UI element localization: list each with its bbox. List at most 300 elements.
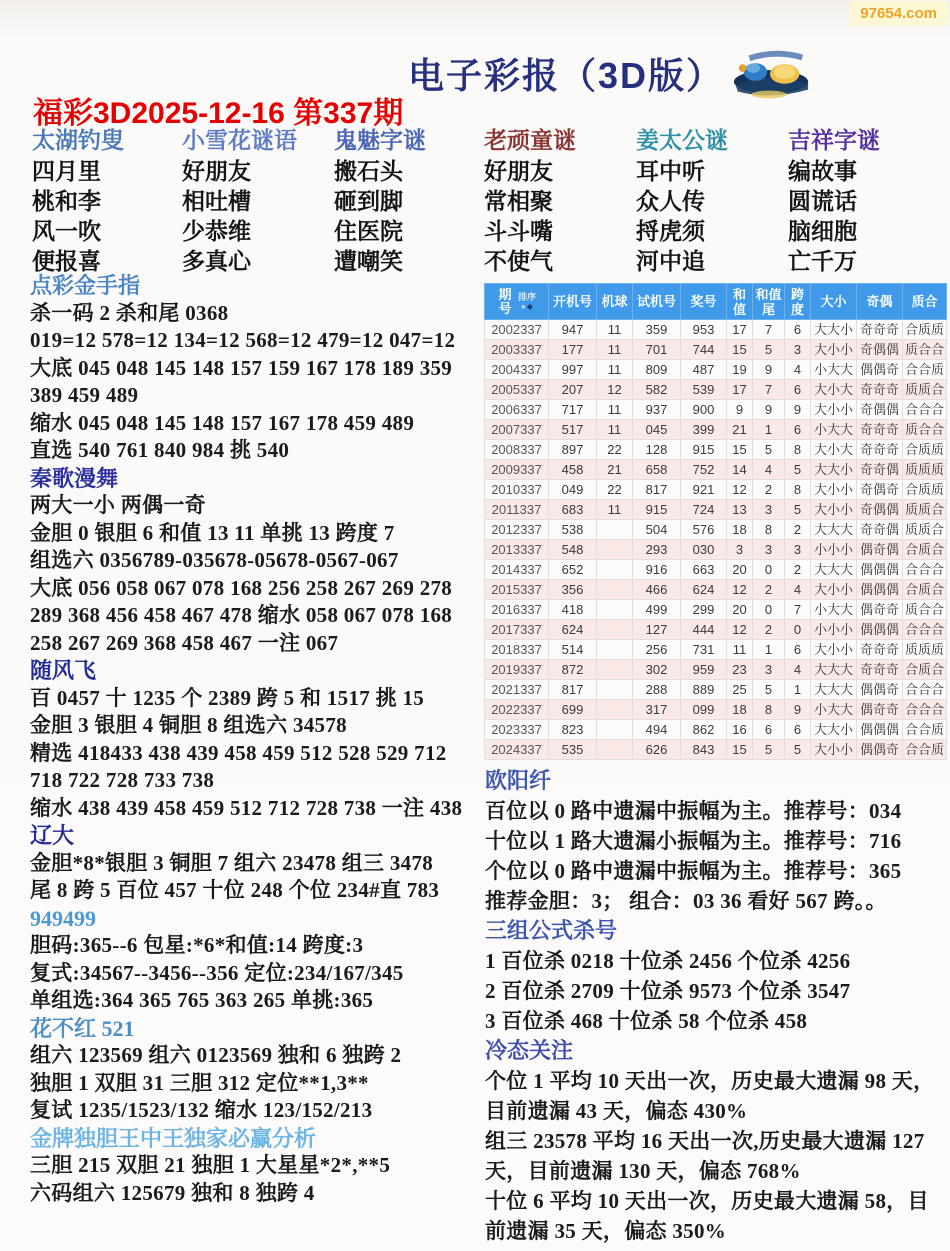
data-cell: 504 [633,520,681,540]
data-cell: 399 [681,420,727,440]
data-cell: 1 [753,420,785,440]
data-cell: 458 [549,460,597,480]
data-cell: 2 [753,480,785,500]
data-cell: 17 [727,320,753,340]
data-cell: 256 [633,640,681,660]
riddle-item: 遭嘲笑 [334,248,403,274]
section-title: 秦歌漫舞 [30,465,119,491]
riddle-item: 搬石头 [334,158,403,184]
data-cell: 872 [549,660,597,680]
column-header: 和值 [727,284,753,320]
riddle-item: 不使气 [484,248,553,274]
riddle-column [32,128,182,276]
section-line: 精选 418433 438 439 458 459 512 528 529 712 [30,740,447,765]
data-cell: 744 [681,340,727,360]
data-cell: 299 [681,600,727,620]
column-header: 大小 [811,284,857,320]
data-cell: 大小小 [811,400,857,420]
data-cell: 12 [727,580,753,600]
data-cell: 915 [633,500,681,520]
data-cell: 质合合 [903,340,947,360]
history-table [484,283,947,760]
data-cell: 20 [727,600,753,620]
data-cell: 418 [549,600,597,620]
section-line: 718 722 728 733 738 [30,768,215,792]
data-cell: 大大大 [811,660,857,680]
data-cell: 21 [597,460,633,480]
riddle-section [32,128,944,276]
table-row [485,460,947,480]
data-cell: 8 [785,480,811,500]
data-cell: 626 [633,740,681,760]
column-header: 和值尾 [753,284,785,320]
data-cell: 7 [753,320,785,340]
data-cell: 359 [633,320,681,340]
data-cell: 质质质 [903,640,947,660]
data-cell: 大小小 [811,640,857,660]
section-line: 金胆 0 银胆 6 和值 13 11 单挑 13 跨度 7 [30,520,395,545]
data-cell: 合合质 [903,720,947,740]
data-cell: 11 [727,640,753,660]
data-cell: 487 [681,360,727,380]
data-cell: 817 [549,680,597,700]
riddle-item: 河中追 [636,248,705,274]
table-header-row [485,284,947,320]
data-cell: 18 [727,700,753,720]
section-line: 缩水 045 048 145 148 157 167 178 459 489 [30,410,415,435]
column-header: 试机号 [633,284,681,320]
data-cell: 合质合 [903,580,947,600]
data-cell: 奇奇偶 [857,520,903,540]
data-cell: 3 [785,540,811,560]
data-cell: 731 [681,640,727,660]
section-line: 天，目前遗漏 130 天，偏态 768% [485,1159,801,1183]
data-cell: 偶偶奇 [857,360,903,380]
data-cell: 921 [681,480,727,500]
data-cell: 444 [681,620,727,640]
data-cell: 356 [549,580,597,600]
data-cell: 517 [549,420,597,440]
section-line: 三胆 215 双胆 21 独胆 1 大星星*2*,**5 [30,1153,391,1177]
data-cell: 7 [753,380,785,400]
data-cell: 奇偶偶 [857,400,903,420]
data-cell [597,680,633,700]
issue-cell: 2006337 [485,400,549,420]
data-cell: 偶奇偶 [857,540,903,560]
data-cell: 889 [681,680,727,700]
watermark: 97654.com [850,1,947,26]
data-cell: 合合质 [903,360,947,380]
data-cell: 大小大 [811,380,857,400]
data-cell: 合质质 [903,320,947,340]
section-title: 点彩金手指 [30,273,141,298]
masthead [408,46,812,100]
section-line: 组六 123569 组六 0123569 独和 6 独跨 2 [30,1043,402,1067]
riddle-title: 老顽童谜 [484,127,576,153]
data-cell: 大大小 [811,460,857,480]
data-cell: 质质合 [903,520,947,540]
riddle-title: 吉祥字谜 [788,127,880,153]
riddle-item: 少恭维 [182,218,251,244]
column-header: 奇偶 [857,284,903,320]
data-cell: 偶奇奇 [857,700,903,720]
section-line: 单组选:364 365 765 363 265 单挑:365 [30,988,374,1012]
data-cell: 奇奇奇 [857,640,903,660]
section-line: 尾 8 跨 5 百位 457 十位 248 个位 234#直 783 [30,878,440,902]
data-cell: 18 [727,520,753,540]
data-cell: 质质质 [903,460,947,480]
data-cell: 偶偶奇 [857,680,903,700]
table-row [485,580,947,600]
data-cell [597,740,633,760]
riddle-item: 圆谎话 [788,188,857,214]
data-cell: 合质质 [903,440,947,460]
data-cell: 293 [633,540,681,560]
data-cell: 809 [633,360,681,380]
data-cell: 21 [727,420,753,440]
data-cell: 小小小 [811,540,857,560]
section-line: 十位 6 平均 10 天出一次，历史最大遗漏 58，目 [485,1189,929,1213]
data-cell: 947 [549,320,597,340]
data-cell: 997 [549,360,597,380]
right-analysis-column [485,766,947,1246]
data-cell: 17 [727,380,753,400]
data-cell: 小大大 [811,360,857,380]
data-cell: 15 [727,440,753,460]
issue-cell: 2011337 [485,500,549,520]
data-cell: 15 [727,740,753,760]
table-row [485,400,947,420]
data-cell: 4 [785,580,811,600]
data-cell: 576 [681,520,727,540]
data-cell: 535 [549,740,597,760]
data-cell: 317 [633,700,681,720]
data-cell: 奇奇奇 [857,380,903,400]
data-cell: 499 [633,600,681,620]
data-cell: 25 [727,680,753,700]
riddle-column [484,128,636,276]
data-cell: 偶偶奇 [857,740,903,760]
data-cell: 11 [597,420,633,440]
data-cell: 9 [785,400,811,420]
data-cell: 4 [753,460,785,480]
data-cell: 953 [681,320,727,340]
data-cell: 小小小 [811,620,857,640]
data-cell: 大小小 [811,340,857,360]
riddle-item: 常相聚 [484,188,553,214]
data-cell: 大小小 [811,500,857,520]
section-line: 百 0457 十 1235 个 2389 跨 5 和 1517 挑 15 [30,685,425,710]
data-cell: 23 [727,660,753,680]
riddle-item: 好朋友 [484,158,553,184]
data-cell: 843 [681,740,727,760]
data-cell: 127 [633,620,681,640]
table-row [485,560,947,580]
data-cell: 小大大 [811,600,857,620]
data-cell: 12 [597,380,633,400]
riddle-item: 四月里 [32,158,101,184]
issue-cell: 2009337 [485,460,549,480]
data-cell [597,540,633,560]
data-cell: 质合合 [903,420,947,440]
section-line: 组选六 0356789-035678-05678-0567-067 [30,548,399,572]
table-row [485,440,947,460]
data-cell: 8 [753,520,785,540]
data-cell: 大大大 [811,560,857,580]
riddle-item: 编故事 [788,158,857,184]
data-cell [597,520,633,540]
section-line: 大底 056 058 067 078 168 256 258 267 269 278 [30,575,453,600]
riddle-item: 耳中听 [636,158,705,184]
section-line: 杀一码 2 杀和尾 0368 [30,300,229,325]
section-line: 复式:34567--3456--356 定位:234/167/345 [30,960,404,985]
section-line: 289 368 456 458 467 478 缩水 058 067 078 168 [30,603,453,627]
riddle-item: 相吐槽 [182,188,251,214]
column-header [485,284,549,320]
data-cell: 752 [681,460,727,480]
data-cell: 偶偶偶 [857,580,903,600]
data-cell: 1 [785,680,811,700]
issue-cell: 2003337 [485,340,549,360]
section-line: 019=12 578=12 134=12 568=12 479=12 047=12 [30,328,456,352]
data-cell: 582 [633,380,681,400]
issue-heading: 福彩3D2025-12-16 第337期 [33,97,404,130]
data-cell: 12 [727,620,753,640]
data-cell: 699 [549,700,597,720]
issue-cell: 2013337 [485,540,549,560]
table-row [485,540,947,560]
data-cell: 大小小 [811,740,857,760]
data-cell: 683 [549,500,597,520]
data-cell: 大小小 [811,580,857,600]
issue-cell: 2012337 [485,520,549,540]
data-cell: 合合合 [903,400,947,420]
data-cell: 奇奇奇 [857,420,903,440]
data-cell: 偶偶偶 [857,620,903,640]
data-cell: 奇偶偶 [857,340,903,360]
section-title: 三组公式杀号 [485,918,618,943]
data-cell: 小大大 [811,420,857,440]
table-row [485,620,947,640]
data-cell: 奇奇奇 [857,440,903,460]
data-cell: 奇偶偶 [857,500,903,520]
riddle-column [788,128,944,276]
issue-cell: 2024337 [485,740,549,760]
data-cell: 19 [727,360,753,380]
sort-control[interactable] [518,293,536,311]
issue-column-label: 期号 [498,286,512,316]
data-cell: 5 [753,440,785,460]
data-cell [597,580,633,600]
data-cell: 897 [549,440,597,460]
data-cell: 1 [753,640,785,660]
section-line: 缩水 438 439 458 459 512 712 728 738 一注 438 [30,795,463,820]
riddle-item: 便报喜 [32,248,101,274]
data-cell: 5 [785,460,811,480]
data-cell: 质质合 [903,380,947,400]
data-cell: 288 [633,680,681,700]
data-cell: 3 [753,540,785,560]
left-analysis-column [30,272,486,1207]
issue-cell: 2008337 [485,440,549,460]
data-cell: 0 [753,600,785,620]
data-cell: 916 [633,560,681,580]
issue-cell: 2002337 [485,320,549,340]
data-cell: 6 [753,720,785,740]
sort-icons [521,302,533,311]
data-cell: 小大大 [811,700,857,720]
section-line: 258 267 269 368 458 467 一注 067 [30,630,339,655]
data-cell: 539 [681,380,727,400]
data-cell: 3 [753,660,785,680]
data-cell [597,720,633,740]
data-cell: 14 [727,460,753,480]
issue-cell: 2010337 [485,480,549,500]
data-cell: 奇偶奇 [857,480,903,500]
section-title: 随风飞 [30,658,97,683]
riddle-item: 多真心 [182,248,251,274]
table-row [485,500,947,520]
lottery-logo-icon [730,46,812,100]
section-title: 辽大 [30,823,75,848]
section-line: 前遗漏 35 天，偏态 350% [485,1219,727,1243]
data-cell: 0 [753,560,785,580]
data-cell [597,660,633,680]
data-cell: 13 [727,500,753,520]
data-cell: 合合合 [903,700,947,720]
data-cell: 大大小 [811,720,857,740]
data-cell: 11 [597,500,633,520]
data-cell [597,640,633,660]
section-line: 个位 1 平均 10 天出一次，历史最大遗漏 98 天， [485,1069,935,1093]
data-cell: 质质合 [903,500,947,520]
issue-cell: 2023337 [485,720,549,740]
data-cell: 099 [681,700,727,720]
table-row [485,680,947,700]
data-cell: 937 [633,400,681,420]
data-cell: 5 [785,500,811,520]
data-cell: 大大大 [811,520,857,540]
data-cell: 9 [785,700,811,720]
issue-cell: 2004337 [485,360,549,380]
riddle-item: 斗斗嘴 [484,218,553,244]
data-cell: 8 [785,440,811,460]
riddle-item: 众人传 [636,188,705,214]
issue-cell: 2018337 [485,640,549,660]
data-cell: 045 [633,420,681,440]
data-cell: 偶奇奇 [857,600,903,620]
data-cell: 2 [785,560,811,580]
data-cell: 5 [785,740,811,760]
data-cell: 质合合 [903,600,947,620]
section-line: 直选 540 761 840 984 挑 540 [30,438,290,462]
data-cell: 合合合 [903,680,947,700]
section-title: 金牌独胆王中王独家必赢分析 [30,1125,317,1151]
table-row [485,420,947,440]
riddle-item: 桃和李 [32,188,101,214]
data-cell: 302 [633,660,681,680]
issue-cell: 2019337 [485,660,549,680]
section-line: 大底 045 048 145 148 157 159 167 178 189 359 [30,355,453,380]
riddle-item: 捋虎须 [636,218,705,244]
section-line: 金胆 3 银胆 4 铜胆 8 组选六 34578 [30,713,347,737]
riddle-title: 太湖钓叟 [32,127,124,153]
data-cell: 466 [633,580,681,600]
data-cell: 514 [549,640,597,660]
issue-cell: 2022337 [485,700,549,720]
section-line: 2 百位杀 2709 十位杀 9573 个位杀 3547 [485,979,851,1003]
section-line: 推荐金胆：3； 组合：03 36 看好 567 跨。。 [485,889,887,913]
data-cell: 049 [549,480,597,500]
section-line: 两大一小 两偶一奇 [30,493,206,517]
data-cell: 207 [549,380,597,400]
table-row [485,600,947,620]
table-row [485,360,947,380]
data-cell: 15 [727,340,753,360]
data-cell: 11 [597,400,633,420]
table-row [485,380,947,400]
section-line: 个位以 0 路中遗漏中振幅为主。推荐号：365 [485,859,902,883]
data-cell: 624 [681,580,727,600]
section-title: 949499 [30,905,96,931]
data-cell: 大小小 [811,480,857,500]
data-cell: 900 [681,400,727,420]
data-cell: 合质质 [903,480,947,500]
riddle-column [636,128,788,276]
section-line: 独胆 1 双胆 31 三胆 312 定位**1,3** [30,1070,369,1095]
section-line: 目前遗漏 43 天，偏态 430% [485,1099,748,1123]
sort-label: 排序 [517,291,536,302]
data-cell: 22 [597,440,633,460]
data-cell: 658 [633,460,681,480]
data-cell [597,560,633,580]
data-cell: 11 [597,340,633,360]
riddle-column [182,128,334,276]
table-row [485,640,947,660]
data-cell: 959 [681,660,727,680]
section-title: 冷态关注 [485,1038,574,1063]
data-cell: 2 [753,580,785,600]
data-cell: 7 [785,600,811,620]
table-row [485,740,947,760]
data-cell: 4 [785,660,811,680]
data-cell: 9 [753,360,785,380]
data-cell: 11 [597,360,633,380]
section-line: 复试 1235/1523/132 缩水 123/152/213 [30,1098,373,1122]
data-cell: 717 [549,400,597,420]
section-title: 花不红 521 [30,1015,135,1041]
column-header: 奖号 [681,284,727,320]
sort-dot-icon: ● [520,301,526,311]
table-row [485,520,947,540]
issue-cell: 2005337 [485,380,549,400]
riddle-item: 亡千万 [788,248,857,274]
data-cell: 128 [633,440,681,460]
data-cell: 6 [785,320,811,340]
riddle-item: 好朋友 [182,158,251,184]
data-cell: 724 [681,500,727,520]
data-cell: 5 [753,680,785,700]
table-row [485,700,947,720]
data-cell: 6 [785,640,811,660]
section-line: 十位以 1 路大遗漏小振幅为主。推荐号：716 [485,829,902,853]
data-cell: 6 [785,420,811,440]
data-cell: 11 [597,320,633,340]
table-row [485,340,947,360]
data-cell: 偶偶偶 [857,560,903,580]
data-cell: 701 [633,340,681,360]
table-row [485,320,947,340]
